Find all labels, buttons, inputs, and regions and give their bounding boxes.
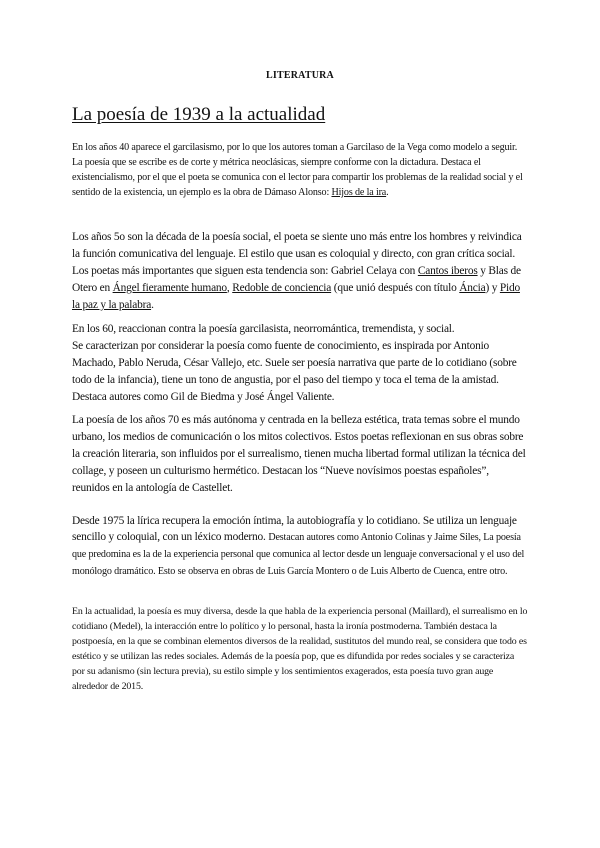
paragraph-1950s — [72, 229, 528, 314]
work-title: Áncia — [459, 282, 486, 294]
work-title: Redoble de conciencia — [232, 282, 332, 294]
punctuation: . — [151, 299, 154, 311]
paragraph-text-small: Destacan autores como Antonio Colinas y Jaime Siles, La poesía que predomina es la de la experiencia personal que comunica al lector desde un lenguaje conversacional y el uso del monólogo dramático. Esto se observa en obras de Luis García Montero o de Luis Alberto de Cuenca, entre otro. — [72, 532, 525, 577]
paragraph-text: y Blas de Otero en — [72, 265, 521, 294]
paragraph-first-line: En los 60, reaccionan contra la poesía garcilasista, neorromántica, tremendista, y social. — [72, 323, 455, 335]
punctuation: . — [386, 187, 389, 198]
paragraph-text: Los años 5o son la década de la poesía social, el poeta se siente uno más entre los hombres y reivindica la función comunicativa del lenguaje. El estilo que usan es coloquial y directo, con gran crítica social. Los poetas más importantes que siguen esta tendencia son: Gabriel Celaya con — [72, 231, 522, 277]
paragraph-text: En los años 40 aparece el garcilasismo, por lo que los autores toman a Garcilaso de la Vega como modelo a seguir. La poesía que se escribe es de corte y métrica neoclásicas, siempre conforme con la dictadura. Destaca el existencialismo, por el que el poeta se comunica con el lector para compartir los problemas de la realidad social y el sentido de la existencia, un ejemplo es la obra de Dámaso Alonso: — [72, 142, 523, 198]
paragraph-current — [72, 604, 528, 694]
paragraph-text: Desde 1975 la lírica recupera la emoción íntima, la autobiografía y lo cotidiano. Se utiliza un lenguaje sencillo y coloquial, con un léxico moderno. — [72, 515, 517, 543]
work-title: Ángel fieramente humano — [112, 282, 227, 294]
paragraph-1960s — [72, 321, 528, 406]
page-title: La poesía de 1939 a la actualidad — [72, 104, 326, 125]
paragraph-text: ) y — [485, 282, 500, 294]
work-title: Hijos de la ira — [331, 187, 387, 198]
paragraph-text: (que unió después con título — [331, 282, 460, 294]
paragraph-text: Se caracterizan por considerar la poesía como fuente de conocimiento, es inspirada por Antonio Machado, Pablo Neruda, César Vallejo, etc. Suele ser poesía narrativa que parte de lo cotidiano (sobre todo de la infancia), tiene un tono de angustia, por el paso del tiempo y toca el tema de la amistad. Destaca autores como Gil de Biedma y José Ángel Valiente. — [72, 340, 517, 403]
paragraph-text: En la actualidad, la poesía es muy diversa, desde la que habla de la experiencia personal (Maillard), el surrealismo en lo cotidiano (Medel), la interacción entre lo político y lo personal, hasta la ironía postmoderna. También destaca la postpoesía, en la que se combinan elementos diversos de la realidad, sustitutos del mundo real, se considera que todo es estético y se utilizan las redes sociales. Además de la poesía pop, que es difundida por redes sociales y se caracteriza por su adanismo (sin lectura previa), su estilo simple y los sentimientos exagerados, esta poesía tuvo gran auge alrededor de 2015. — [72, 606, 528, 692]
paragraph-1975 — [72, 513, 528, 580]
work-title: Cantos iberos — [417, 265, 478, 277]
paragraph-text: La poesía de los años 70 es más autónoma y centrada en la belleza estética, trata temas sobre el mundo urbano, los medios de comunicación o los mitos colectivos. Estos poetas reflexionan en sus obras sobre la creación literaria, son influidos por el surrealismo, tienen mucha libertad formal utilizan la técnica del collage, y poseen un culturismo hermético. Destacan los “Nueve novísimos poestas españoles”, reunidos en la antología de Castellet. — [72, 414, 526, 494]
paragraph-1940s — [72, 140, 528, 200]
work-title: Pido la paz y la palabra — [72, 282, 520, 311]
paragraph-text: , — [226, 282, 233, 294]
paragraph-1970s — [72, 412, 528, 497]
section-header: LITERATURA — [266, 70, 334, 81]
